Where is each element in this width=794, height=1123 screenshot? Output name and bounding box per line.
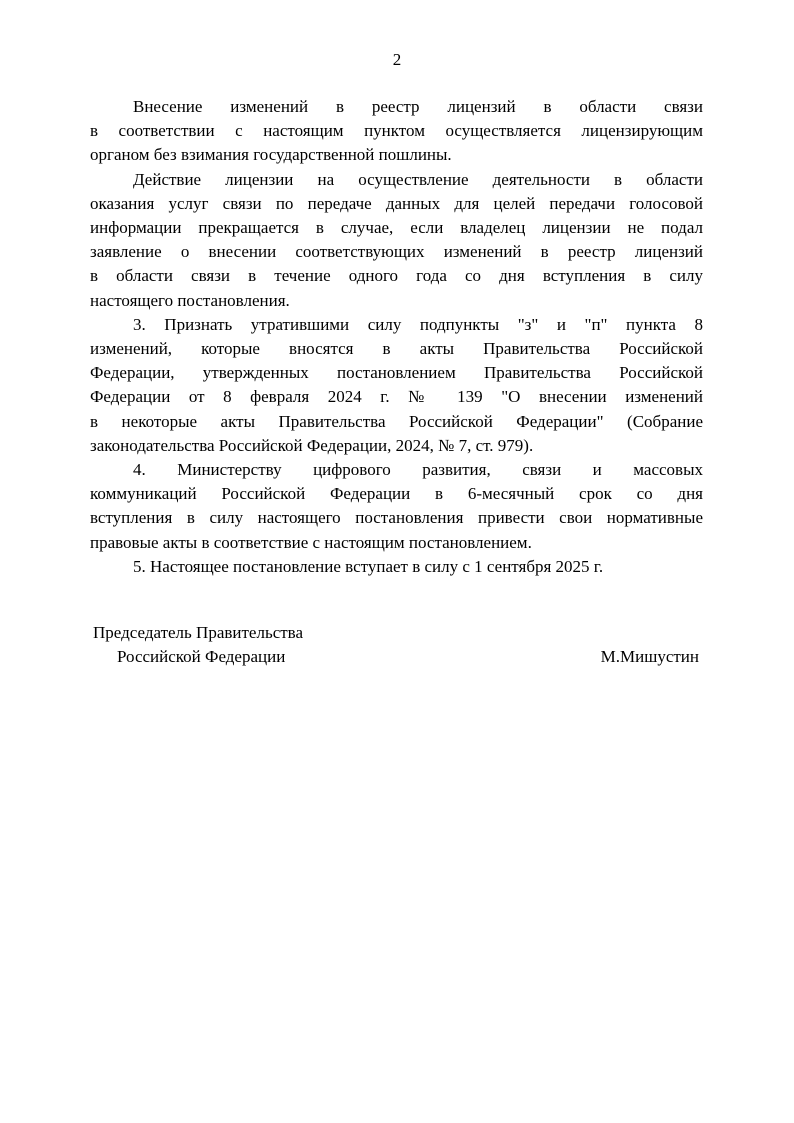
page-number: 2 — [392, 50, 402, 69]
text-line: настоящего постановления. — [90, 290, 290, 310]
text-line: Внесение изменений в реестр лицензий в области связи — [133, 97, 703, 116]
signatory-position-line1: Председатель Правительства — [93, 623, 304, 642]
text-line: законодательства Российской Федерации, 2024, № 7, ст. 979). — [90, 435, 534, 455]
paragraph-5 — [90, 555, 703, 579]
text-line: оказания услуг связи по передаче данных для целей передачи голосовой — [90, 193, 703, 213]
text-line: правовые акты в соответствие с настоящим постановлением. — [90, 532, 532, 552]
text-line: органом без взимания государственной пошлины. — [90, 145, 452, 165]
signature-row — [90, 645, 703, 669]
text-line: 5. Настоящее постановление вступает в силу с 1 сентября 2025 г. — [133, 556, 604, 576]
text-line: Федерации от 8 февраля 2024 г. № 139 "О внесении изменений — [90, 387, 703, 407]
signatory-position-line2: Российской Федерации — [117, 647, 286, 667]
text-line: коммуникаций Российской Федерации в 6-месячный срок со дня — [90, 484, 703, 504]
text-line: в соответствии с настоящим пунктом осуществляется лицензирующим — [90, 121, 703, 141]
text-line: в области связи в течение одного года со дня вступления в силу — [90, 266, 703, 286]
paragraph-3 — [90, 313, 703, 458]
text-line: информации прекращается в случае, если владелец лицензии не подал — [90, 218, 703, 238]
text-line: в некоторые акты Правительства Российской Федерации" (Собрание — [90, 411, 703, 431]
text-line: заявление о внесении соответствующих изменений в реестр лицензий — [90, 242, 703, 262]
paragraph-2 — [90, 168, 703, 313]
text-line: изменений, которые вносятся в акты Правительства Российской — [90, 339, 703, 359]
text-line: вступления в силу настоящего постановления привести свои нормативные — [90, 508, 703, 528]
text-line: Действие лицензии на осуществление деятельности в области — [133, 169, 703, 189]
text-line: Федерации, утвержденных постановлением Правительства Российской — [90, 363, 703, 383]
document-body — [90, 95, 703, 579]
text-line: 3. Признать утратившими силу подпункты "з" и "п" пункта 8 — [133, 314, 703, 334]
paragraph-4 — [90, 458, 703, 555]
signatory-name: М.Мишустин — [600, 647, 699, 667]
text-line: 4. Министерству цифрового развития, связи и массовых — [133, 460, 703, 480]
paragraph-1 — [90, 95, 703, 168]
signature-block — [90, 621, 703, 669]
